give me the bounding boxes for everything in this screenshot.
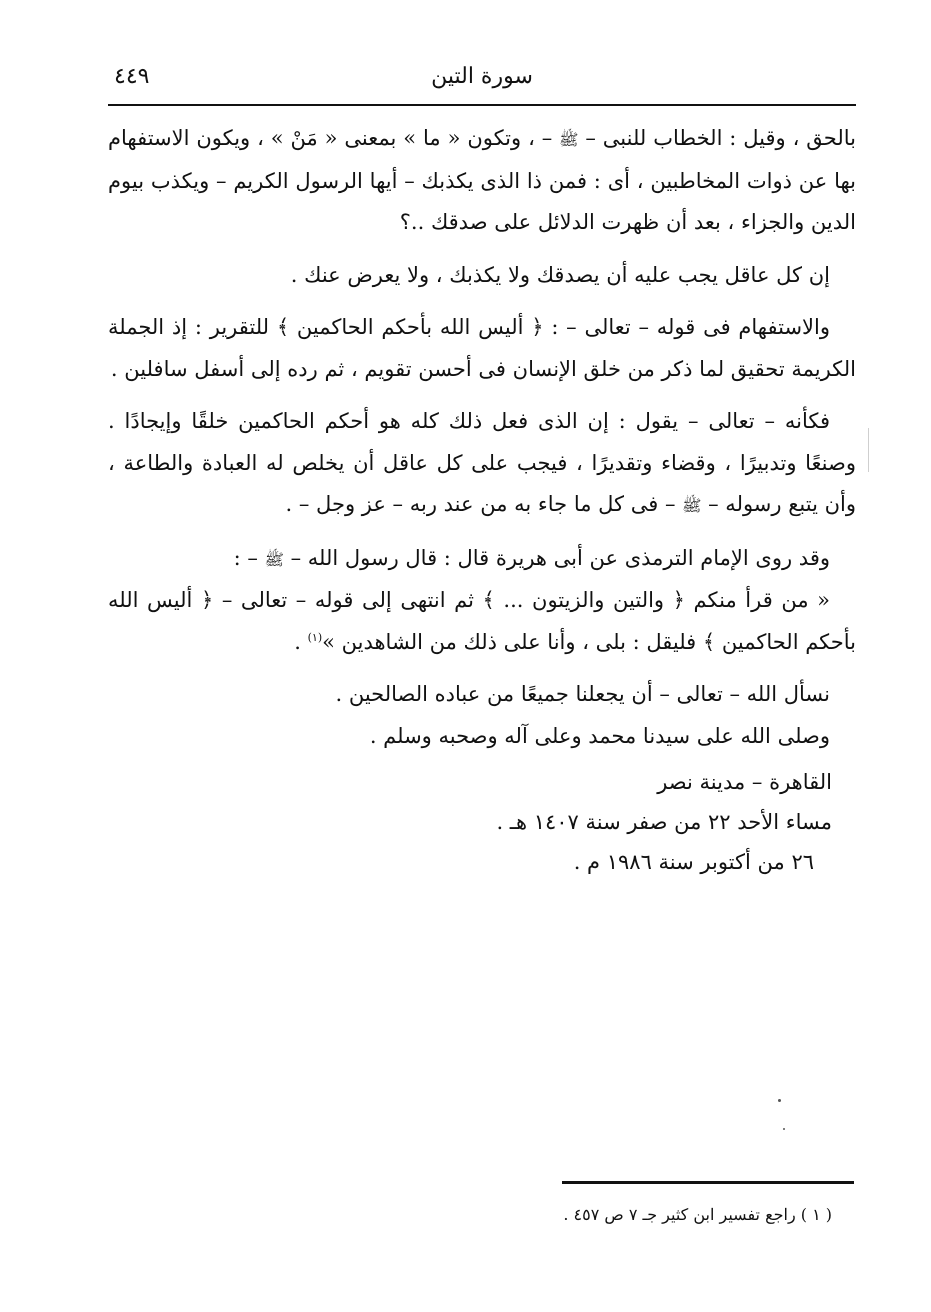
signature-date-gregorian: ٢٦ من أكتوبر سنة ١٩٨٦ م . <box>573 850 814 874</box>
footnote: ( ١ ) راجع تفسير ابن كثير جـ ٧ ص ٤٥٧ . <box>563 1205 832 1224</box>
page-header <box>108 60 856 100</box>
margin-line <box>868 428 869 472</box>
paragraph-5-text-start: وقد روى الإمام الترمذى عن أبى هريرة قال : قال رسول الله – <box>283 545 830 570</box>
header-divider <box>108 104 856 106</box>
footnote-divider <box>562 1181 854 1184</box>
salutation-ligature: ﷺ <box>559 130 579 149</box>
paragraph-4 <box>108 401 856 527</box>
paragraph-7: نسأل الله – تعالى – أن يجعلنا جميعًا من عباده الصالحين . <box>335 682 830 706</box>
paragraph-3: والاستفهام فى قوله – تعالى – : ﴿ أليس الله بأحكم الحاكمين ﴾ للتقرير : إذ الجملة الكريمة تحقيق لما ذكر من خلق الإنسان فى أحسن تقويم ، ثم رده إلى أسفل سافلين . <box>108 315 856 381</box>
signature-date-hijri: مساء الأحد ٢٢ من صفر سنة ١٤٠٧ هـ . <box>496 810 832 834</box>
body-text <box>108 118 856 768</box>
paragraph-4-text-end: – فى كل ما جاء به من عند ربه – عز وجل – . <box>285 492 683 516</box>
paragraph-1-text-end: – ، وتكون « ما » بمعنى « مَنْ » ، ويكون الاستفهام بها عن ذوات المخاطبين ، أى : فمن ذا الذى يكذبك – أيها الرسول الكريم – ويكذب بيوم الدين والجزاء ، بعد أن ظهرت الدلائل على صدقك ..؟ <box>108 126 856 234</box>
salutation-ligature: ﷺ <box>682 496 702 515</box>
signature-place: القاهرة – مدينة نصر <box>657 770 832 794</box>
salutation-ligature: ﷺ <box>264 549 284 569</box>
hadith-quote-end: . <box>294 629 308 654</box>
hadith-quote-text: « من قرأ منكم ﴿ والتين والزيتون ... ﴾ ثم انتهى إلى قوله – تعالى – ﴿ أليس الله بأحكم الحاكمين ﴾ فليقل : بلى ، وأنا على ذلك من الشاهدين » <box>108 588 856 654</box>
paragraph-1 <box>108 118 856 244</box>
scan-speck <box>778 1099 781 1102</box>
paragraph-5 <box>108 538 856 581</box>
signature-block <box>440 762 832 882</box>
surah-title: سورة التين <box>431 64 533 89</box>
paragraph-2: إن كل عاقل يجب عليه أن يصدقك ولا يكذبك ، ولا يعرض عنك . <box>290 262 830 287</box>
scan-speck <box>783 1128 785 1130</box>
closing-prayer: وصلى الله على سيدنا محمد وعلى آله وصحبه وسلم . <box>369 723 830 748</box>
hadith-quote <box>108 580 856 663</box>
paragraph-4-text-start: فكأنه – تعالى – يقول : إن الذى فعل ذلك كله هو أحكم الحاكمين خلقًا وإيجادًا . وصنعًا وتدبيرًا ، وقضاء وتقديرًا ، فيجب على كل عاقل أن يخلص له العبادة والطاعة ، وأن يتبع رسوله – <box>108 409 856 516</box>
page-number: ٤٤٩ <box>114 64 150 89</box>
paragraph-1-text-start: بالحق ، وقيل : الخطاب للنبى – <box>578 126 856 150</box>
footnote-marker: (١) <box>307 630 323 644</box>
paragraph-5-text-end: – : <box>233 545 265 570</box>
